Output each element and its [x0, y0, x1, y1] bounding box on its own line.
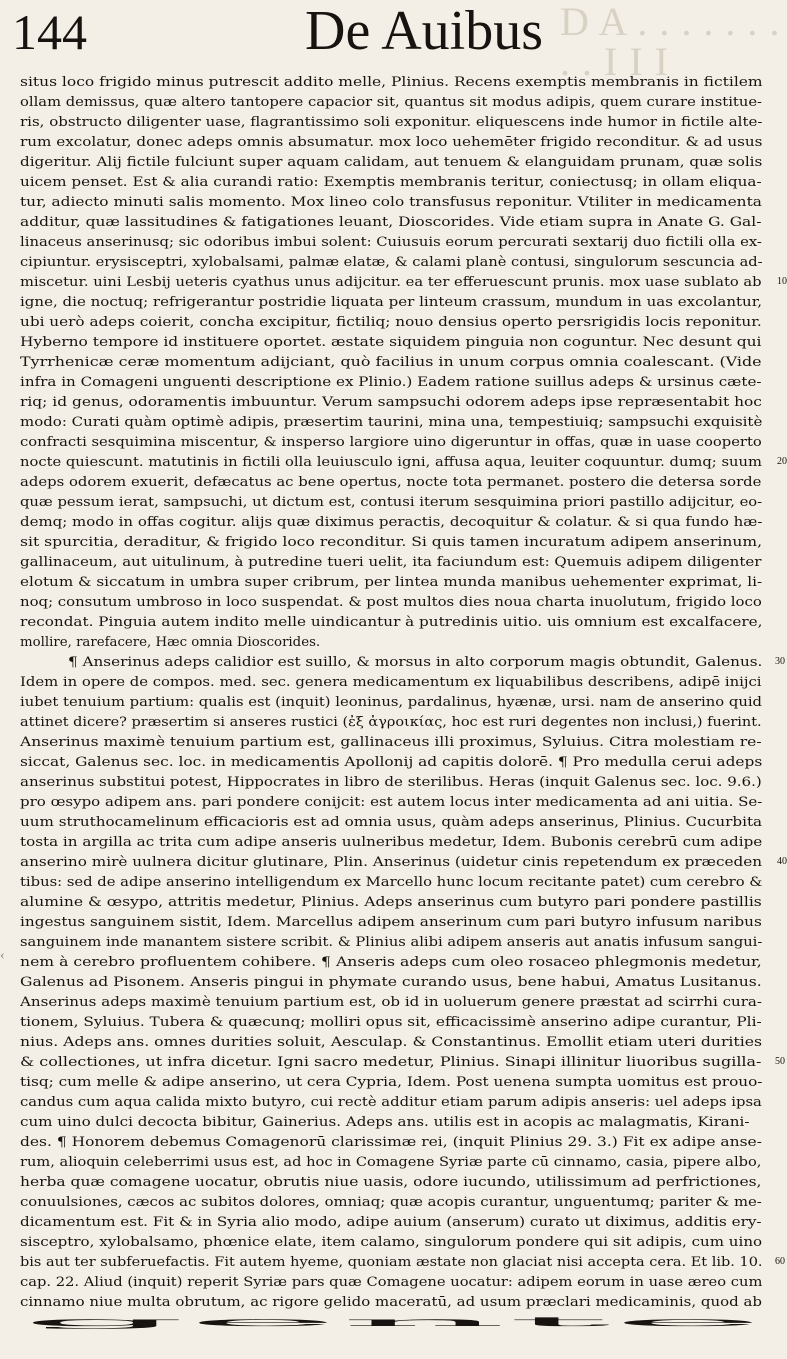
line-text: cum uino dulci decocta bibitur, Gainerius. Adeps ans. utilis est in acopis ac malagmatis, Kirani-	[20, 1114, 750, 1129]
line-text: confracti sesquimina miscentur, & insperso largiore uino digeruntur in offas, quæ in uase cooperto	[20, 434, 762, 449]
line-text: nius. Adeps ans. omnes durities soluit, Aesculap. & Constantinus. Emollit etiam uteri durities	[20, 1034, 763, 1049]
margin-mark: ‹	[0, 948, 5, 963]
line-text: cipiuntur. erysisceptri, xylobalsami, palmæ elatæ, & calami planè contusi, singulorum sescuncia ad-	[20, 254, 763, 269]
line-text: tur, adiecto minuti salis momento. Mox lineo colo transfusus reponitur. Vtiliter in medicamenta	[20, 194, 762, 209]
line-text: ollam demissus, quæ altero tantopere capacior sit, quantus sit modus adipis, quem curare institue-	[20, 94, 763, 109]
line-text: cap. 22. Aliud (inquit) reperit Syriæ pars quæ Comagene uocatur: adipem eorum in uase æreo cum	[20, 1274, 763, 1289]
line-text: mollire, rarefacere, Hæc omnia Dioscorides.	[20, 634, 321, 649]
bleed-through-text: D A . . . . . . . . . I I I	[560, 0, 781, 84]
line-text: modo: Curati quàm optimè adipis, præsertim taurini, mina una, tempestiuiq; sampsuchi exquisitè	[20, 414, 763, 429]
line-text: ubi uerò adeps coierit, concha excipitur, fictiliq; nouo densius operto persrigidis locis reponitur.	[20, 314, 762, 329]
margin-line-number: 60	[775, 1256, 785, 1267]
line-text: des. ¶ Honorem debemus Comagenorū clarissimæ rei, (inquit Plinius 29. 3.) Fit ex adipe anse-	[20, 1134, 762, 1149]
line-text: herba quæ comagene uocatur, obrutis niue uasis, odore iucundo, utilissimum ad perfrictiones,	[20, 1174, 762, 1189]
text-body	[0, 70, 787, 1355]
line-text: tionem, Syluius. Tubera & quæcunq; molliri opus sit, efficacissimè anserino adipe curantur, Pli-	[20, 1014, 762, 1029]
line-text: & collectiones, ut infra dicetur. Igni sacro medetur, Plinius. Sinapi illinitur liuoribus sugilla-	[20, 1054, 762, 1069]
page-number: 144	[12, 4, 87, 60]
line-text: nem à cerebro profluentem cohibere. ¶ Anseris adeps cum oleo rosaceo phlegmonis medetur,	[20, 954, 762, 969]
line-text: iubet tenuium partium: qualis est (inquit) leoninus, pardalinus, hyænæ, ursi. nam de anserino quid	[20, 694, 763, 709]
line-text: linaceus anserinusq; sic odoribus imbui solent: Cuiusuis eorum percurati sextarij duo fictili olla ex-	[20, 234, 762, 249]
line-text: gallinaceum, aut uitulinum, à putredine tueri uelit, ita faciundum est: Quemuis adipem diligenter	[20, 554, 762, 569]
line-text: sit spurcitia, deraditur, & frigido loco reconditur. Si quis tamen incuratum adipem anserinum,	[20, 534, 763, 549]
line-text: infra in Comageni unguenti descriptione ex Plinio.) Eadem ratione suillus adeps & ursinus cæte-	[20, 374, 762, 389]
line-text: rum, alioquin celeberrimi usus est, ad hoc in Comagene Syriæ parte cū cinnamo, casia, pipere albo,	[20, 1154, 762, 1169]
line-text: cinnamo niue multa obrutum, ac rigore gelido maceratū, ad usum præclari medicaminis, quod ab	[20, 1294, 762, 1309]
running-title: De Auibus	[305, 0, 543, 62]
line-text: Anserinus maximè tenuium partium est, gallinaceus illi proximus, Syluius. Citra molestiam re-	[20, 734, 762, 749]
line-text: siccat, Galenus sec. loc. in medicamentis Apollonij ad capitis dolorē. ¶ Pro medulla cerui adeps	[20, 754, 763, 769]
line-text: demq; modo in offas cogitur. alijs quæ diximus peractis, decoquitur & colatur. & si qua fundo hæ-	[20, 514, 763, 529]
line-text: Idem in opere de compos. med. sec. genera medicamentum ex liquabilibus describens, adipē inijci	[20, 674, 762, 689]
line-text: tosta in argilla ac trita cum adipe anseris uulneribus medetur, Idem. Bubonis cerebrū cum adipe	[20, 834, 763, 849]
line-text: Tyrrhenicæ ceræ momentum adijciant, quò facilius in unum corpus omnia coalescant. (Vide	[20, 354, 762, 369]
line-text: alumine & œsypo, attritis medetur, Plinius. Adeps anserinus cum butyro pari pondere pastillis	[20, 894, 762, 909]
line-text: Galenus ad Pisonem. Anseris pingui in phymate curando usus, bene habui, Amatus Lusitanus.	[20, 974, 762, 989]
line-text: attinet dicere? præsertim si anseres rustici (ἐξ ἀγροικίας, hoc est ruri degentes non inclusi,) fuerint.	[20, 714, 762, 729]
line-text: anserino mirè uulnera dicitur glutinare, Plin. Anserinus (uidetur cinis repetendum ex præceden	[20, 854, 763, 869]
line-text: miscetur. uini Lesbij ueteris cyathus unus adijcitur. ea ter efferuescunt prunis. mox uase sublato ab	[20, 274, 762, 289]
line-text: Hyberno tempore id instituere oportet. æstate siquidem pinguia non coguntur. Nec desunt qui	[20, 334, 762, 349]
line-text: rum excolatur, donec adeps omnis absumatur. mox loco uehemēter frigido reconditur. & ad usus	[20, 134, 763, 149]
line-text: recondat. Pinguia autem indito melle uindicantur à putredinis uitio. uis omnium est excalfacere,	[20, 614, 763, 629]
line-text: ¶ Anserinus adeps calidior est suillo, & morsus in alto corporum magis obtundit, Galenus.	[68, 654, 763, 669]
line-text: dicamentum est. Fit & in Syria alio modo, adipe auium (anserum) curato ut diximus, additis ery-	[20, 1214, 762, 1229]
line-text: sanguinem inde manantem sistere scribit. & Plinius alibi adipem anseris aut anatis infusum sangui-	[20, 934, 763, 949]
line-text: gente	[20, 1314, 765, 1329]
line-text: noq; consutum umbroso in loco suspendat. & post multos dies noua charta inuolutum, frigido loco	[20, 594, 762, 609]
line-text: adeps odorem exuerit, defæcatus ac bene opertus, nocte tota permanet. postero die detersa sorde	[20, 474, 762, 489]
line-text: situs loco frigido minus putrescit addito melle, Plinius. Recens exemptis membranis in fictilem	[20, 74, 763, 89]
margin-line-number: 40	[777, 856, 787, 867]
line-text: nocte quiescunt. matutinis in fictili olla leuiusculo igni, affusa aqua, leuiter coquuntur. dumq; suum	[20, 454, 762, 469]
margin-line-number: 20	[777, 456, 787, 467]
line-text: anserinus substitui potest, Hippocrates in libro de sterilibus. Heras (inquit Galenus sec. loc. 9.6.)	[20, 774, 762, 789]
line-text: Anserinus adeps maximè tenuium partium est, ob id in uoluerum genere præstat ad scirrhi cura-	[20, 994, 762, 1009]
margin-line-number: 30	[775, 656, 785, 667]
line-text: digeritur. Alij fictile fulciunt super aquam calidam, aut tenuem & elanguidam prunam, quæ solis	[20, 154, 763, 169]
line-text: ingestus sanguinem sistit, Idem. Marcellus adipem anserinum cum pari butyro infusum naribus	[20, 914, 762, 929]
text-line	[0, 1310, 787, 1333]
line-text: tibus: sed de adipe anserino intelligendum ex Marcello hunc locum recitante patet) cum cerebro &	[20, 874, 763, 889]
line-text: uicem penset. Est & alia curandi ratio: Exemptis membranis teritur, coniectusq; in ollam eliqua-	[20, 174, 762, 189]
line-text: candus cum aqua calida mixto butyro, cui rectè additur etiam parum adipis anseris: uel adeps ipsa	[20, 1094, 762, 1109]
line-text: uum struthocamelinum efficacioris est ad omnia usus, quàm adeps anserinus, Plinius. Cucurbita	[20, 814, 763, 829]
line-text: elotum & siccatum in umbra super cribrum, per lintea munda manibus uehementer exprimat, li-	[20, 574, 763, 589]
line-text: additur, quæ lassitudines & fatigationes leuant, Dioscorides. Vide etiam supra in Anate G. Gal-	[20, 214, 762, 229]
line-text: tisq; cum melle & adipe anserino, ut cera Cypria, Idem. Post uenena sumpta uomitus est prouo-	[20, 1074, 763, 1089]
margin-line-number: 50	[775, 1056, 785, 1067]
margin-line-number: 10	[777, 276, 787, 287]
line-text: ris, obstructo diligenter uase, flagrantissimo soli exponitur. eliquescens inde humor in fictile alte-	[20, 114, 763, 129]
line-text: quæ pessum ierat, sampsuchi, ut dictum est, contusi iterum sesquimina priori pastillo adijcitur, eo-	[20, 494, 763, 509]
line-text: pro œsypo adipem ans. pari pondere conijcit: est autem locus inter medicamenta ad ani uitia. Se-	[20, 794, 763, 809]
line-text: conuulsiones, cæcos ac subitos dolores, omniaq; quæ acopis curantur, unguentumq; pariter & me-	[20, 1194, 762, 1209]
line-text: bis aut ter subferuefactis. Fit autem hyeme, quoniam æstate non glaciat nisi accepta cera. Et lib. 10.	[20, 1254, 763, 1269]
line-text: sisceptro, xylobalsamo, phœnice elate, item calamo, singulorum pondere qui sit adipis, cum uino	[20, 1234, 763, 1249]
line-text: riq; id genus, odoramentis imbuuntur. Verum sampsuchi odorem adeps ipse repræsentabit hoc	[20, 394, 762, 409]
line-text: igne, die noctuq; refrigerantur postridie liquata per linteum crassum, mundum in uas excolantur,	[20, 294, 763, 309]
